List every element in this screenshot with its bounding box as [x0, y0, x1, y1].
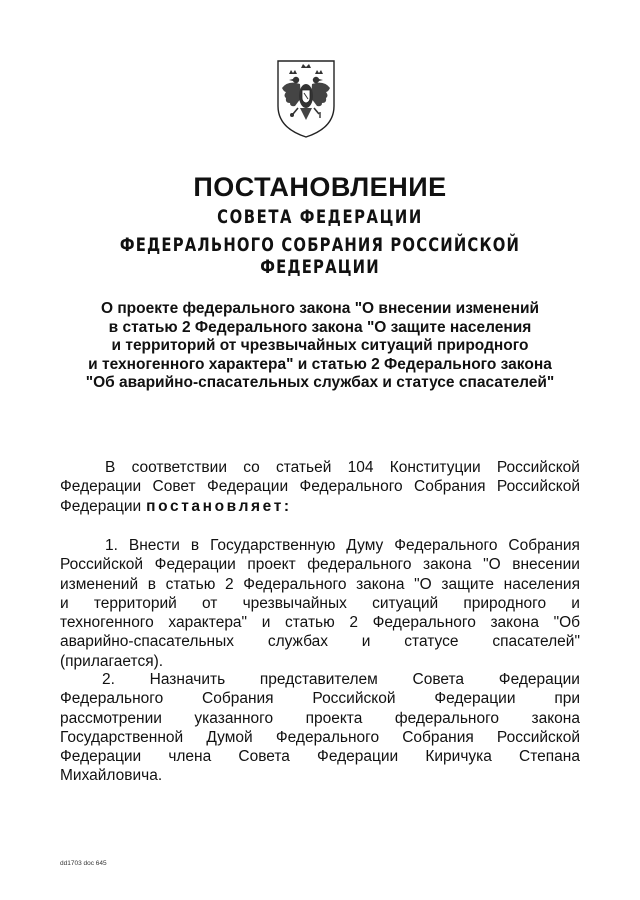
text-line	[60, 613, 580, 632]
text-word: от	[202, 594, 218, 612]
text-word: статусе	[404, 633, 459, 651]
text-line	[60, 536, 580, 555]
text-word: Совет	[152, 478, 196, 496]
text-word: Федерального	[394, 537, 498, 554]
subject-line: О проекте федерального закона "О внесении изменений	[100, 300, 540, 317]
text-word: Федерального	[299, 478, 403, 496]
text-word: Российской	[496, 459, 580, 476]
text-word: Собрания	[402, 728, 474, 746]
text-word: населения	[503, 575, 580, 593]
text-word: Киричука	[425, 748, 492, 766]
text-word: 1.	[105, 537, 118, 554]
text-word: Федерации	[317, 748, 399, 766]
text-line	[60, 497, 580, 516]
text-word: Конституции	[389, 459, 481, 476]
text-word: статью	[165, 575, 216, 593]
text-word: статьей	[275, 459, 332, 476]
text-word: в	[147, 575, 156, 593]
text-word: Федерального	[243, 575, 347, 593]
document-title: ПОСТАНОВЛЕНИЕ	[193, 172, 447, 202]
text-word: и	[361, 633, 371, 651]
text-word: Совета	[412, 671, 465, 688]
text-word: Федерации	[206, 478, 289, 496]
text-word: характера"	[168, 614, 248, 632]
text-word: ситуаций	[372, 594, 439, 612]
text-word: Российской	[60, 556, 144, 574]
text-word: Федерации	[60, 748, 142, 766]
text-line	[60, 652, 580, 671]
text-word: аварийно-спасательных	[60, 633, 234, 651]
text-word: Российской	[496, 478, 580, 496]
text-line	[60, 477, 580, 496]
text-word: спасателей"	[492, 633, 580, 651]
text-word: Федерации	[60, 497, 142, 515]
text-word: Федерации	[60, 478, 142, 496]
text-word: Федерального	[372, 614, 476, 632]
text-line	[60, 728, 580, 747]
text-line	[60, 709, 580, 728]
text-word: закона	[356, 575, 405, 593]
text-word: 2.	[102, 671, 115, 688]
text-word: Российской	[496, 728, 580, 746]
text-word: рассмотрении	[60, 709, 162, 727]
text-word: В	[105, 459, 116, 476]
text-word: указанного	[194, 709, 274, 727]
subject-line: и территорий от чрезвычайных ситуаций природного	[111, 337, 529, 354]
text-word: закона	[490, 614, 539, 632]
text-word: Федерации	[154, 556, 236, 574]
text-word: (прилагается).	[60, 652, 164, 670]
text-word: защите	[441, 575, 495, 593]
text-word: службах	[267, 633, 328, 651]
text-word: Собрания	[202, 690, 274, 708]
text-word: федерального	[307, 556, 412, 574]
text-word: Федерации	[434, 690, 516, 708]
text-word: представителем	[259, 671, 378, 688]
text-word: Думу	[346, 537, 384, 554]
text-word: Назначить	[149, 671, 226, 688]
document-subtitle-council: СОВЕТА ФЕДЕРАЦИИ	[217, 206, 423, 228]
text-word: внесении	[512, 556, 580, 574]
text-line	[60, 555, 580, 574]
text-word: чрезвычайных	[242, 594, 347, 612]
text-word: техногенного	[60, 614, 154, 632]
text-word: Михайловича.	[60, 767, 163, 785]
russian-coat-of-arms-icon	[274, 58, 338, 140]
text-word: Российской	[312, 690, 396, 708]
text-word: и	[261, 614, 271, 632]
text-word: Федерации	[498, 671, 580, 688]
document-code: dd1703 doc 645	[60, 860, 107, 867]
clause-1-paragraph	[60, 536, 580, 671]
document-subject	[40, 300, 600, 393]
emblem	[274, 58, 338, 140]
text-word: закона	[423, 556, 472, 574]
text-word: Внести	[128, 537, 180, 554]
text-word: Собрания	[414, 478, 486, 496]
text-word: территорий	[93, 594, 177, 612]
text-word: проект	[247, 556, 296, 574]
text-word: Степана	[519, 748, 580, 766]
text-line	[60, 747, 580, 766]
text-word: 2	[349, 614, 358, 632]
text-word: закона	[531, 709, 580, 727]
text-word: "О	[414, 575, 432, 593]
text-word: соответствии	[131, 459, 227, 476]
text-word: "О	[483, 556, 501, 574]
text-line	[60, 766, 580, 785]
document-subtitle-assembly: ФЕДЕРАЛЬНОГО СОБРАНИЯ РОССИЙСКОЙ ФЕДЕРАЦИИ	[119, 234, 521, 278]
text-word: изменений	[60, 575, 139, 593]
text-line	[60, 575, 580, 594]
text-word: Совета	[238, 748, 290, 766]
text-line	[60, 670, 580, 689]
subject-line: в статью 2 Федерального закона "О защите населения	[108, 318, 532, 336]
subject-line: и техногенного характера" и статью 2 Федерального закона	[88, 355, 552, 373]
text-word: при	[554, 690, 580, 708]
text-word: члена	[168, 748, 212, 766]
text-word: природного	[463, 594, 547, 612]
text-line	[60, 594, 580, 613]
text-word: Федерального	[275, 728, 380, 746]
text-line	[60, 632, 580, 651]
text-word: Думой	[206, 728, 253, 746]
text-word: статью	[284, 614, 335, 632]
text-word: и	[60, 594, 69, 612]
text-word: Государственной	[60, 728, 184, 746]
text-line	[60, 458, 580, 477]
text-word: со	[243, 459, 260, 476]
text-word: Собрания	[508, 537, 580, 554]
text-word: Государственную	[210, 537, 336, 554]
text-word: федерального	[394, 709, 500, 727]
subject-line: "Об аварийно-спасательных службах и статусе спасателей"	[85, 374, 555, 391]
text-word: "Об	[553, 614, 580, 632]
resolves-word: постановляет:	[146, 497, 292, 515]
text-word: и	[571, 594, 580, 612]
text-word: 2	[224, 575, 234, 593]
text-word: Федерального	[60, 690, 164, 708]
text-line	[60, 689, 580, 708]
clause-2-paragraph	[60, 670, 580, 786]
preamble-paragraph	[60, 458, 580, 516]
text-word: в	[190, 537, 200, 554]
text-word: 104	[347, 459, 374, 476]
text-word: проекта	[305, 709, 363, 727]
